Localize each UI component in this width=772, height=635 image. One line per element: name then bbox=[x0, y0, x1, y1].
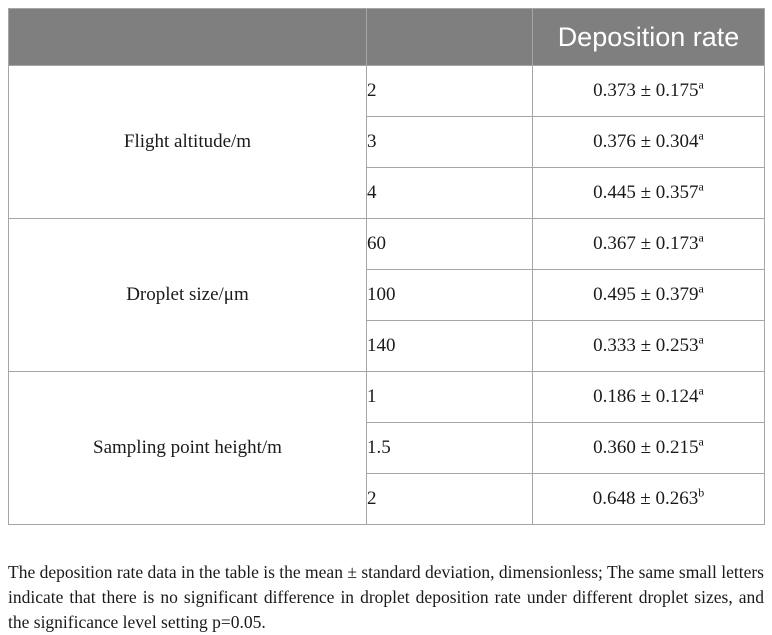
plus-minus: ± bbox=[640, 488, 651, 509]
deposition-rate-table bbox=[8, 8, 765, 525]
sd-value: 0.175 bbox=[655, 80, 699, 101]
mean-value: 0.360 bbox=[593, 437, 636, 458]
value-cell bbox=[533, 474, 765, 525]
sd-value: 0.263 bbox=[655, 488, 699, 509]
significance-letter: a bbox=[698, 77, 704, 92]
level-cell: 60 bbox=[367, 219, 533, 270]
level-cell: 1.5 bbox=[367, 423, 533, 474]
sd-value: 0.173 bbox=[655, 233, 699, 254]
plus-minus: ± bbox=[640, 386, 652, 407]
mean-value: 0.648 bbox=[592, 488, 636, 509]
table-header-row bbox=[9, 9, 765, 66]
significance-letter: a bbox=[698, 332, 704, 347]
plus-minus: ± bbox=[640, 131, 652, 152]
plus-minus: ± bbox=[640, 80, 652, 101]
sd-value: 0.379 bbox=[655, 284, 699, 305]
plus-minus: ± bbox=[640, 335, 652, 356]
value-cell bbox=[533, 270, 765, 321]
mean-value: 0.333 bbox=[593, 335, 636, 356]
sd-value: 0.124 bbox=[655, 386, 699, 407]
mean-value: 0.367 bbox=[593, 233, 636, 254]
sd-value: 0.253 bbox=[655, 335, 699, 356]
sd-value: 0.357 bbox=[655, 182, 699, 203]
table-row bbox=[9, 219, 765, 270]
mean-value: 0.373 bbox=[593, 80, 636, 101]
level-cell: 100 bbox=[367, 270, 533, 321]
level-cell: 3 bbox=[367, 117, 533, 168]
sd-value: 0.304 bbox=[655, 131, 699, 152]
significance-letter: a bbox=[698, 128, 704, 143]
level-cell: 2 bbox=[367, 474, 533, 525]
group-label-flight-altitude: Flight altitude/m bbox=[9, 66, 367, 219]
level-cell: 4 bbox=[367, 168, 533, 219]
value-cell bbox=[533, 423, 765, 474]
level-cell: 2 bbox=[367, 66, 533, 117]
value-cell bbox=[533, 66, 765, 117]
group-label-droplet-size: Droplet size/μm bbox=[9, 219, 367, 372]
table-row bbox=[9, 66, 765, 117]
plus-minus: ± bbox=[640, 233, 652, 254]
header-cell-factor bbox=[9, 9, 367, 66]
value-cell bbox=[533, 117, 765, 168]
mean-value: 0.445 bbox=[593, 182, 636, 203]
mean-value: 0.376 bbox=[593, 131, 636, 152]
level-cell: 140 bbox=[367, 321, 533, 372]
significance-letter: a bbox=[698, 281, 704, 296]
significance-letter: b bbox=[698, 485, 705, 500]
plus-minus: ± bbox=[640, 182, 652, 203]
plus-minus: ± bbox=[640, 437, 652, 458]
significance-letter: a bbox=[698, 230, 704, 245]
mean-value: 0.495 bbox=[593, 284, 636, 305]
header-cell-deposition-rate: Deposition rate bbox=[533, 9, 765, 66]
table-row bbox=[9, 372, 765, 423]
significance-letter: a bbox=[698, 179, 704, 194]
value-cell bbox=[533, 321, 765, 372]
header-cell-level bbox=[367, 9, 533, 66]
mean-value: 0.186 bbox=[593, 386, 636, 407]
sd-value: 0.215 bbox=[655, 437, 699, 458]
group-label-sampling-point-height: Sampling point height/m bbox=[9, 372, 367, 525]
value-cell bbox=[533, 168, 765, 219]
plus-minus: ± bbox=[640, 284, 652, 305]
significance-letter: a bbox=[698, 383, 704, 398]
significance-letter: a bbox=[698, 434, 704, 449]
value-cell bbox=[533, 372, 765, 423]
level-cell: 1 bbox=[367, 372, 533, 423]
table-footnote: The deposition rate data in the table is the mean ± standard deviation, dimensionless; The same small letters indicate that there is no significant difference in droplet deposition rate under different droplet sizes, and the significance level setting p=0.05. bbox=[8, 561, 764, 632]
value-cell bbox=[533, 219, 765, 270]
